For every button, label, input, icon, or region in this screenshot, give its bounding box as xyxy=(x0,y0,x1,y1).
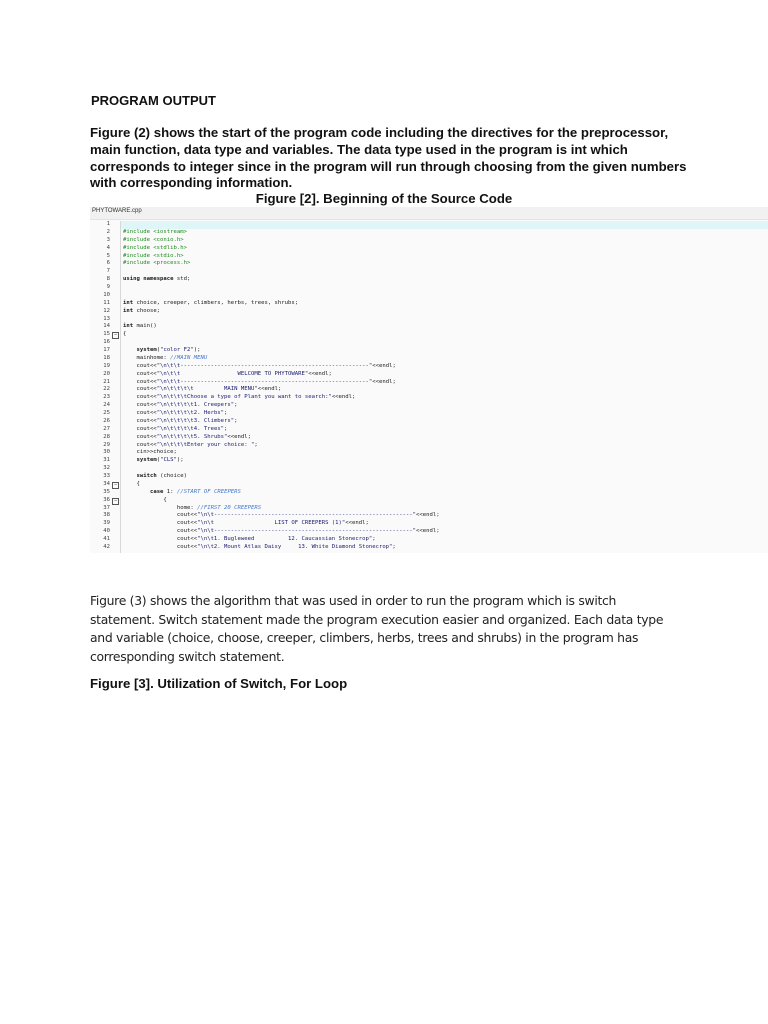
line-number: 28 xyxy=(103,433,110,440)
line-number: 34 xyxy=(103,480,110,487)
code-text: using namespace std; xyxy=(123,276,191,283)
file-tab-label: PHYTOWARE.cpp xyxy=(92,208,142,214)
code-text: cout<<"\n\t\t\t\t MAIN MENU"<<endl; xyxy=(123,386,282,393)
line-number: 12 xyxy=(103,307,110,314)
line-number: 32 xyxy=(103,465,110,472)
line-number: 16 xyxy=(103,339,110,346)
code-text: cin>>choice; xyxy=(123,449,177,456)
code-text: cout<<"\n\t\t\t\t5. Shrubs"<<endl; xyxy=(123,433,251,440)
code-text: cout<<"\n\t LIST OF CREEPERS (1)"<<endl; xyxy=(123,520,369,527)
code-text: cout<<"\n\t\t\t\t3. Climbers"; xyxy=(123,417,238,424)
code-line xyxy=(90,410,768,418)
code-line xyxy=(90,386,768,394)
line-number: 37 xyxy=(103,504,110,511)
line-number: 41 xyxy=(103,536,110,542)
line-number: 35 xyxy=(103,488,110,495)
code-line xyxy=(90,536,768,544)
code-text: system("color F2"); xyxy=(136,347,201,353)
code-text: cout<<"\n\t\t--------------------------------------------------------"<<endl; xyxy=(123,362,396,369)
code-line xyxy=(90,497,768,505)
code-text: cout<<"\n\t1. Bugleweed 12. Caucassian Stonecrop"; xyxy=(123,536,376,542)
line-number: 23 xyxy=(103,394,110,401)
code-text: { xyxy=(123,496,167,503)
line-number: 15 xyxy=(103,331,110,338)
fold-toggle-icon[interactable]: − xyxy=(113,481,117,488)
code-text: home: //FIRST 20 CREEPERS xyxy=(123,504,262,511)
code-text: cout<<"\n\t\t\tEnter your choice: "; xyxy=(123,441,258,448)
switch-paragraph: Figure (3) shows the algorithm that was used in order to run the program which is switch statement. Switch statement made the program execution easier and organized. Each data type and variable (choice, choose, creeper, climbers, herbs, trees and shrubs) in the program has corresponding switch statement. xyxy=(90,593,664,664)
code-text: switch (choice) xyxy=(136,473,188,479)
line-number: 19 xyxy=(103,362,110,369)
line-number: 29 xyxy=(103,441,110,448)
line-number: 11 xyxy=(103,299,110,306)
code-line xyxy=(90,442,768,450)
line-number: 7 xyxy=(106,268,110,275)
code-line xyxy=(90,544,768,552)
source-code-screenshot xyxy=(90,207,768,553)
code-line xyxy=(90,316,768,324)
section-heading: PROGRAM OUTPUT xyxy=(91,93,216,108)
line-number: 24 xyxy=(103,402,110,409)
code-line xyxy=(90,339,768,347)
code-text: cout<<"\n\t\t\tChoose a type of Plant you want to search:"<<endl; xyxy=(123,394,356,401)
code-text: { xyxy=(123,480,140,487)
line-number: 42 xyxy=(103,543,110,550)
code-line xyxy=(90,379,768,387)
code-line xyxy=(90,489,768,497)
line-number: 3 xyxy=(106,236,110,243)
line-number: 14 xyxy=(103,323,110,330)
code-text: #include <stdio.h> xyxy=(123,252,184,259)
line-number: 30 xyxy=(103,449,110,456)
code-line xyxy=(90,481,768,489)
code-line xyxy=(90,229,768,237)
file-tab xyxy=(90,207,768,220)
code-line xyxy=(90,418,768,426)
fold-toggle-icon[interactable]: − xyxy=(113,332,117,339)
code-text: #include <conio.h> xyxy=(123,236,184,243)
code-text: cout<<"\n\t\t\t\t4. Trees"; xyxy=(123,425,228,432)
line-number: 13 xyxy=(103,315,110,322)
line-number: 31 xyxy=(103,457,110,464)
code-line xyxy=(90,394,768,402)
line-number: 17 xyxy=(103,347,110,353)
code-text: cout<<"\n\t-----------------------------------------------------------"<<endl; xyxy=(123,512,440,519)
code-line xyxy=(90,355,768,363)
code-line xyxy=(90,221,768,229)
code-line xyxy=(90,528,768,536)
code-text: cout<<"\n\t2. Mount Atlas Daisy 13. White Diamond Stonecrop"; xyxy=(123,543,396,550)
line-number: 33 xyxy=(103,473,110,479)
line-number: 22 xyxy=(103,386,110,393)
code-line xyxy=(90,512,768,520)
code-line xyxy=(90,268,768,276)
code-line xyxy=(90,426,768,434)
line-number: 27 xyxy=(103,425,110,432)
code-line xyxy=(90,260,768,268)
code-line xyxy=(90,371,768,379)
figure-2-caption: Figure [2]. Beginning of the Source Code xyxy=(255,191,513,206)
code-text: cout<<"\n\t-----------------------------------------------------------"<<endl; xyxy=(123,528,440,535)
line-number: 10 xyxy=(103,291,110,298)
line-number: 8 xyxy=(106,276,110,283)
line-number: 25 xyxy=(103,410,110,416)
line-number: 26 xyxy=(103,417,110,424)
code-line xyxy=(90,347,768,355)
code-line xyxy=(90,292,768,300)
code-line xyxy=(90,284,768,292)
code-line xyxy=(90,237,768,245)
intro-paragraph: Figure (2) shows the start of the program code including the directives for the preprocessor, main function, data type and variables. The data type used in the program is int which corresponds to integer since in the program will run through choosing from the given numbers with corresponding information. xyxy=(90,125,687,191)
code-lines xyxy=(90,221,768,552)
line-number: 6 xyxy=(106,260,110,267)
line-number: 36 xyxy=(103,496,110,503)
code-text: mainhome: //MAIN MENU xyxy=(123,354,208,361)
code-text: cout<<"\n\t\t\t\t2. Herbs"; xyxy=(123,410,228,416)
figure-3-caption: Figure [3]. Utilization of Switch, For Loop xyxy=(90,676,348,691)
code-text: cout<<"\n\t\t\t\t1. Creepers"; xyxy=(123,402,238,409)
line-number: 2 xyxy=(106,228,110,235)
line-number: 21 xyxy=(103,378,110,385)
code-text: int main() xyxy=(123,323,157,330)
code-text: #include <stdlib.h> xyxy=(123,244,187,251)
line-number: 1 xyxy=(106,221,110,227)
code-text: cout<<"\n\t\t--------------------------------------------------------"<<endl; xyxy=(123,378,396,385)
code-line xyxy=(90,331,768,339)
code-text: int choice, creeper, climbers, herbs, trees, shrubs; xyxy=(123,299,299,306)
code-text: int choose; xyxy=(123,307,161,314)
code-line xyxy=(90,308,768,316)
line-number: 20 xyxy=(103,370,110,377)
line-number: 5 xyxy=(106,252,110,259)
code-line xyxy=(90,300,768,308)
code-text: case 1: //START OF CREEPERS xyxy=(149,488,241,495)
code-text: #include <process.h> xyxy=(123,260,191,267)
code-line xyxy=(90,402,768,410)
line-number: 9 xyxy=(106,284,110,290)
line-number: 40 xyxy=(103,528,110,535)
code-line xyxy=(90,473,768,481)
code-line xyxy=(90,276,768,284)
fold-toggle-icon[interactable]: − xyxy=(113,497,117,504)
code-line xyxy=(90,323,768,331)
code-line xyxy=(90,245,768,253)
code-text: #include <iostream> xyxy=(123,228,187,235)
code-text: cout<<"\n\t\t WELCOME TO PHYTOWARE"<<endl; xyxy=(123,370,332,377)
code-line xyxy=(90,520,768,528)
code-text: { xyxy=(123,331,127,338)
code-line xyxy=(90,505,768,513)
code-line xyxy=(90,449,768,457)
code-line xyxy=(90,434,768,442)
code-line xyxy=(90,363,768,371)
line-number: 38 xyxy=(103,512,110,519)
line-number: 39 xyxy=(103,520,110,527)
code-line xyxy=(90,457,768,465)
code-line xyxy=(90,253,768,261)
code-line xyxy=(90,465,768,473)
line-number: 18 xyxy=(103,354,110,361)
line-number: 4 xyxy=(106,244,110,251)
code-text: system("CLS"); xyxy=(136,457,184,464)
